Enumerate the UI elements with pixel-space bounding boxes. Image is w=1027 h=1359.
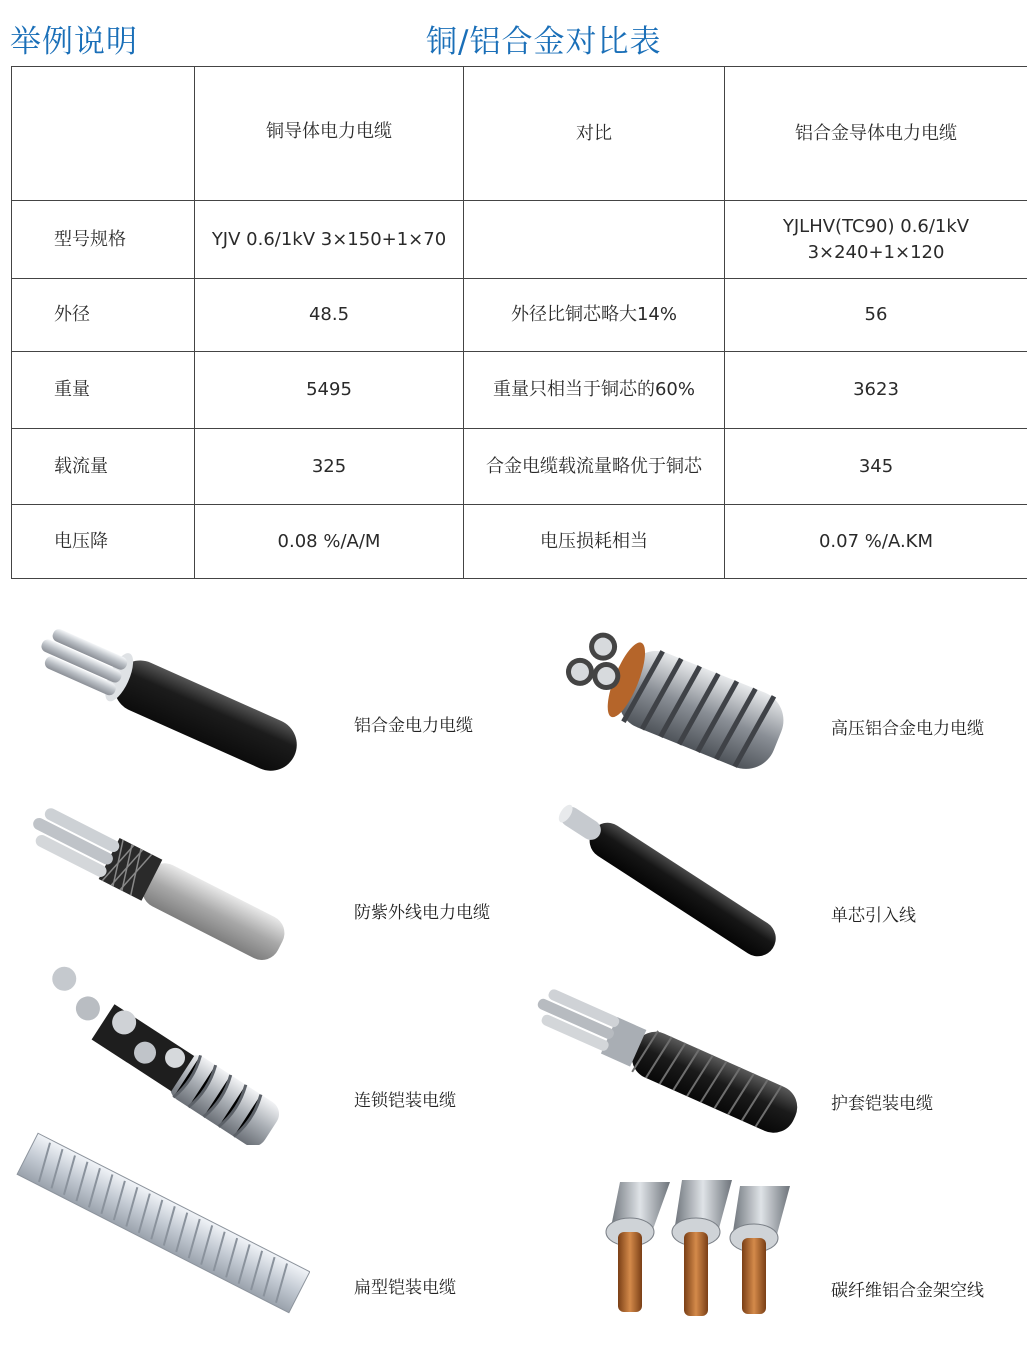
product-caption: 连锁铠装电缆	[354, 1091, 456, 1111]
uv-resistant-cable-image	[15, 795, 300, 970]
compare-cell	[464, 201, 725, 279]
row-label: 电压降	[12, 505, 195, 579]
interlocked-armored-cable-image	[15, 960, 300, 1145]
single-core-cable-image	[538, 790, 798, 970]
row-label: 载流量	[12, 429, 195, 505]
compare-cell: 电压损耗相当	[464, 505, 725, 579]
carbon-fiber-overhead-conductor-image	[590, 1172, 805, 1322]
table-row	[12, 201, 1027, 279]
aluminum-alloy-cable-image	[15, 612, 315, 792]
alloy-cell: 345	[725, 429, 1027, 505]
table-row	[12, 505, 1027, 579]
high-voltage-cable-image	[552, 620, 792, 770]
alloy-cell: 3623	[725, 352, 1027, 429]
table-row	[12, 279, 1027, 352]
alloy-cell: 0.07 %/A.KM	[725, 505, 1027, 579]
alloy-cell: 56	[725, 279, 1027, 352]
alloy-cell-line: YJLHV(TC90) 0.6/1kV	[782, 215, 970, 237]
copper-cell: 48.5	[195, 279, 464, 352]
table-title: 铜/铝合金对比表	[426, 24, 662, 60]
row-label: 型号规格	[12, 201, 195, 279]
header-cell-copper: 铜导体电力电缆	[195, 67, 464, 201]
comparison-table	[11, 66, 1027, 579]
product-caption: 防紫外线电力电缆	[354, 903, 490, 923]
header-cell-empty	[12, 67, 195, 201]
copper-cell: 0.08 %/A/M	[195, 505, 464, 579]
copper-cell: 5495	[195, 352, 464, 429]
compare-cell: 外径比铜芯略大14%	[464, 279, 725, 352]
table-row	[12, 429, 1027, 505]
compare-cell: 重量只相当于铜芯的60%	[464, 352, 725, 429]
product-caption: 高压铝合金电力电缆	[831, 719, 984, 739]
flat-armored-cable-image	[15, 1125, 310, 1325]
section-title: 举例说明	[10, 24, 138, 60]
alloy-cell	[725, 201, 1027, 279]
product-caption: 单芯引入线	[831, 906, 916, 926]
row-label: 重量	[12, 352, 195, 429]
copper-cell: YJV 0.6/1kV 3×150+1×70	[195, 201, 464, 279]
alloy-cell-line: 3×240+1×120	[807, 241, 945, 263]
copper-cell: 325	[195, 429, 464, 505]
table-row	[12, 352, 1027, 429]
jacketed-armored-cable-image	[522, 975, 812, 1145]
product-caption: 护套铠装电缆	[831, 1094, 933, 1114]
header-cell-compare: 对比	[464, 67, 725, 201]
table-header-row	[12, 67, 1027, 201]
row-label: 外径	[12, 279, 195, 352]
product-caption: 碳纤维铝合金架空线	[831, 1281, 984, 1301]
product-caption: 扁型铠装电缆	[354, 1278, 456, 1298]
product-caption: 铝合金电力电缆	[354, 716, 473, 736]
compare-cell: 合金电缆载流量略优于铜芯	[464, 429, 725, 505]
header-cell-alloy: 铝合金导体电力电缆	[725, 67, 1027, 201]
